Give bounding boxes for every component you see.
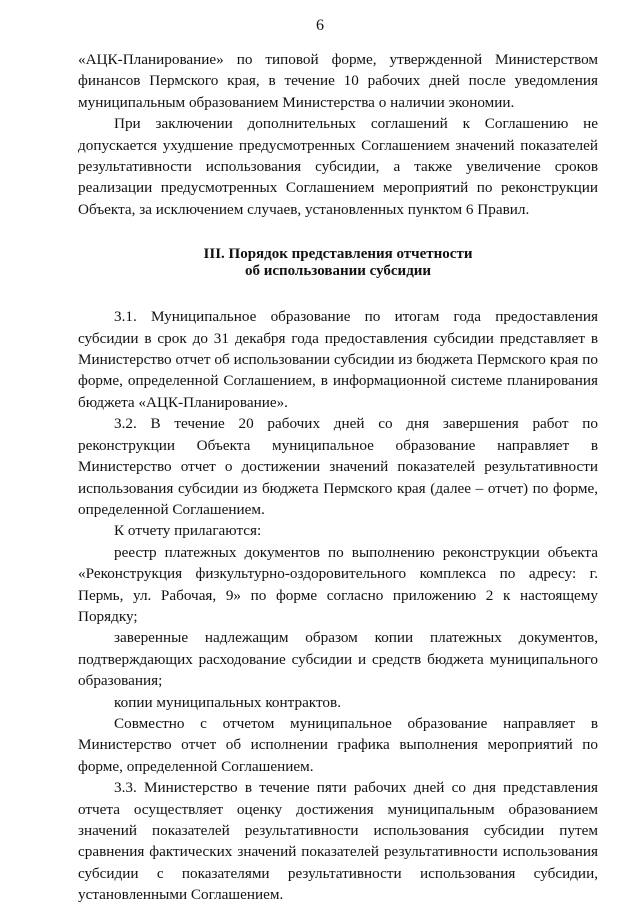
attachment-item-contracts: копии муниципальных контрактов.	[114, 693, 341, 711]
attachments-intro: К отчету прилагаются:	[114, 522, 262, 540]
paragraph-schedule-report: Совместно с отчетом муниципальное образование направляет в Министерство отчет об исполнении графика выполнения мероприятий по форме, определенной Соглашением.	[78, 714, 598, 775]
page-number: 6	[316, 17, 324, 34]
section-title-line-2: об использовании субсидии	[244, 263, 432, 280]
section-title	[78, 246, 598, 280]
paragraph-3-1: 3.1. Муниципальное образование по итогам года предоставления субсидии в срок до 31 декабря года предоставления субсидии представляет в Министерство отчет об использовании субсидии из бюджета Пермского края по форме, определенной Соглашением, в информационной системе планирования бюджета «АЦК-Планирование».	[78, 308, 598, 411]
attachment-item-registry: реестр платежных документов по выполнению реконструкции объекта «Реконструкция физкультурно-оздоровительного комплекса по адресу: г. Пермь, ул. Рабочая, 9» по форме согласно приложению 2 к настоящему Порядку;	[78, 543, 598, 625]
paragraph-3-3: 3.3. Министерство в течение пяти рабочих дней со дня представления отчета осуществляет оценку достижения муниципальным образованием значений показателей результативности использования субсидии путем сравнения фактических значений показателей результативности использования субсидии с показателями результативности использования субсидии, установленными Соглашением.	[78, 779, 598, 904]
section-title-line-1: III. Порядок представления отчетности	[203, 246, 473, 263]
document-body	[78, 49, 598, 906]
attachment-item-copies: заверенные надлежащим образом копии платежных документов, подтверждающих расходование субсидии и средств бюджета муниципального образования;	[78, 629, 598, 690]
intro-paragraph-1: «АЦК-Планирование» по типовой форме, утвержденной Министерством финансов Пермского края, в течение 10 рабочих дней после уведомления муниципальным образованием Министерства о наличии экономии.	[78, 51, 598, 111]
paragraph-3-2: 3.2. В течение 20 рабочих дней со дня завершения работ по реконструкции Объекта муниципальное образование направляет в Министерство отчет о достижении значений показателей результативности использования субсидии из бюджета Пермского края (далее – отчет) по форме, определенной Соглашением.	[78, 415, 598, 518]
intro-paragraph-2: При заключении дополнительных соглашений к Соглашению не допускается ухудшение предусмотренных Соглашением значений показателей результативности использования субсидии, а также увеличение сроков реализации предусмотренных Соглашением мероприятий по реконструкции Объекта, за исключением случаев, установленных пунктом 6 Правил.	[78, 115, 598, 218]
